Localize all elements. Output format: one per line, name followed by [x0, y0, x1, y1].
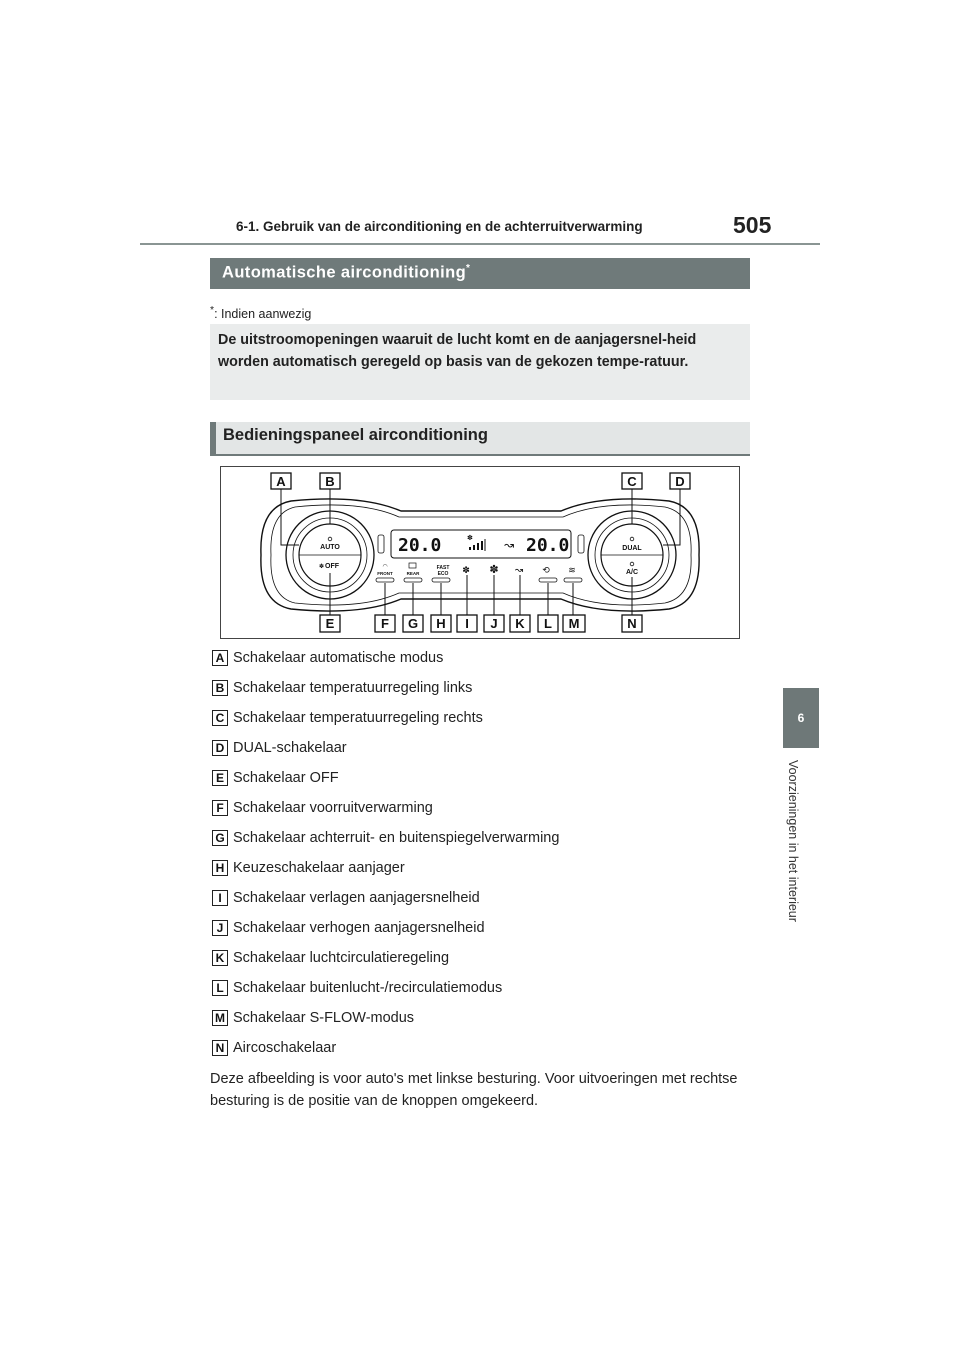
label-J [484, 615, 504, 632]
label-B [320, 473, 340, 489]
display-left-temp: 20.0 [398, 535, 442, 556]
ac-button-label[interactable]: A/C [625, 569, 639, 576]
legend-text: Aircoschakelaar [233, 1040, 337, 1056]
legend-key: F [212, 800, 228, 816]
intro-box [210, 324, 750, 400]
s-flow-icon: ≋ [568, 566, 576, 576]
svg-text:E: E [325, 616, 335, 631]
legend-key: D [212, 740, 228, 756]
legend-text: Schakelaar verhogen aanjagersnelheid [233, 920, 485, 936]
legend-text: Schakelaar temperatuurregeling rechts [233, 710, 483, 726]
legend-key: I [212, 890, 228, 906]
label-C [622, 473, 642, 489]
section2-rule [210, 454, 750, 456]
fan-mode-button [432, 578, 450, 582]
label-D [670, 473, 690, 489]
legend-key: B [212, 680, 228, 696]
svg-text:A: A [276, 474, 286, 489]
intro-text: De uitstroomopeningen waaruit de lucht komt en de aanjagersnel-heid worden automatisch geregeld op basis van de gekozen tempe-ratuur. [218, 332, 697, 370]
header-rule [140, 243, 820, 245]
legend-text: Keuzeschakelaar aanjager [233, 860, 405, 876]
control-panel-illustration [221, 467, 739, 638]
legend-text: Schakelaar S-FLOW-modus [233, 1010, 415, 1026]
label-L [538, 615, 558, 632]
legend-key: G [212, 830, 228, 846]
air-circulation-icon: ↝ [514, 565, 524, 576]
display-right-temp: 20.0 [526, 535, 570, 556]
legend-text: Schakelaar achterruit- en buitenspiegelverwarming [233, 830, 560, 846]
recirculation-button [539, 578, 557, 582]
airflow-mode-icon: ↝ [504, 538, 515, 552]
svg-text:H: H [436, 616, 446, 631]
rear-label: REAR [406, 571, 420, 576]
chapter-tab[interactable]: 6 [783, 688, 819, 748]
s-flow-button [564, 578, 582, 582]
header-title: 6-1. Gebruik van de airconditioning en de achterruitverwarming [236, 219, 643, 234]
svg-text:F: F [381, 616, 389, 631]
button-row[interactable] [376, 578, 582, 582]
temperature-display [378, 530, 584, 558]
svg-text:D: D [675, 474, 685, 489]
rear-defrost-icon [409, 563, 416, 568]
closing-note: Deze afbeelding is voor auto's met linkse besturing. Voor uitvoeringen met rechtse besturing is de positie van de knoppen omgekeerd. [210, 1071, 738, 1109]
label-M [563, 615, 585, 632]
svg-text:K: K [515, 616, 525, 631]
chapter-side-label [786, 760, 810, 960]
footnote-mark: * [210, 305, 215, 316]
button-icon-row [377, 563, 576, 577]
fan-up-icon: ✽ [489, 563, 499, 576]
label-A [271, 473, 291, 489]
legend-key: M [212, 1010, 228, 1026]
legend-key: N [212, 1040, 228, 1056]
eco-label: ECO [437, 571, 449, 577]
legend-key: E [212, 770, 228, 786]
svg-text:G: G [407, 616, 419, 631]
section-title: Automatische airconditioning [222, 263, 467, 282]
legend-text: Schakelaar voorruitverwarming [233, 800, 433, 816]
legend-key: C [212, 710, 228, 726]
svg-text:✽: ✽ [467, 534, 473, 542]
rear-defrost-button [404, 578, 422, 582]
control-panel-figure [220, 466, 740, 639]
section-accent-bar [210, 422, 216, 454]
legend-key: J [212, 920, 228, 936]
recirculation-icon: ⟲ [542, 566, 550, 576]
legend-text: Schakelaar buitenlucht-/recirculatiemodus [233, 980, 503, 996]
front-defrost-icon: ◠ [382, 563, 388, 570]
fan-small-icon: ✽ [319, 563, 325, 570]
legend-text: Schakelaar OFF [233, 770, 339, 786]
svg-text:J: J [490, 616, 498, 631]
label-N [622, 615, 642, 632]
label-H [431, 615, 451, 632]
legend-text: Schakelaar temperatuurregeling links [233, 680, 473, 696]
auto-button-label[interactable]: AUTO [320, 544, 340, 551]
legend-key: K [212, 950, 228, 966]
front-defrost-button [376, 578, 394, 582]
page-number: 505 [733, 212, 772, 238]
legend-text: Schakelaar luchtcirculatieregeling [233, 950, 450, 966]
legend-key: L [212, 980, 228, 996]
fan-level-icon [467, 534, 485, 551]
fan-down-icon: ✽ [462, 566, 470, 576]
section2-title: Bedieningspaneel airconditioning [223, 426, 488, 444]
front-label: FRONT [377, 571, 393, 576]
svg-text:M: M [568, 616, 580, 631]
svg-text:C: C [627, 474, 637, 489]
dual-button-label[interactable]: DUAL [622, 545, 642, 552]
legend-text: DUAL-schakelaar [233, 740, 347, 756]
svg-text:B: B [325, 474, 335, 489]
label-K [510, 615, 530, 632]
section-title-mark: * [466, 263, 471, 274]
footnote [210, 305, 311, 321]
footnote-text: : Indien aanwezig [214, 307, 312, 322]
fast-label: FAST [436, 565, 450, 571]
label-G [403, 615, 423, 632]
svg-text:L: L [544, 616, 552, 631]
label-I [457, 615, 477, 632]
legend-text: Schakelaar automatische modus [233, 650, 444, 666]
section-heading-control-panel [210, 422, 750, 454]
legend-key: A [212, 650, 228, 666]
chapter-name: Voorzieningen in het interieur [786, 760, 800, 922]
svg-text:N: N [627, 616, 637, 631]
section-heading-auto-ac [210, 258, 750, 289]
legend-text: Schakelaar verlagen aanjagersnelheid [233, 890, 480, 906]
svg-text:I: I [465, 616, 469, 631]
legend-key: H [212, 860, 228, 876]
label-E [320, 615, 340, 632]
off-button-label[interactable]: OFF [325, 563, 339, 570]
label-F [375, 615, 395, 632]
